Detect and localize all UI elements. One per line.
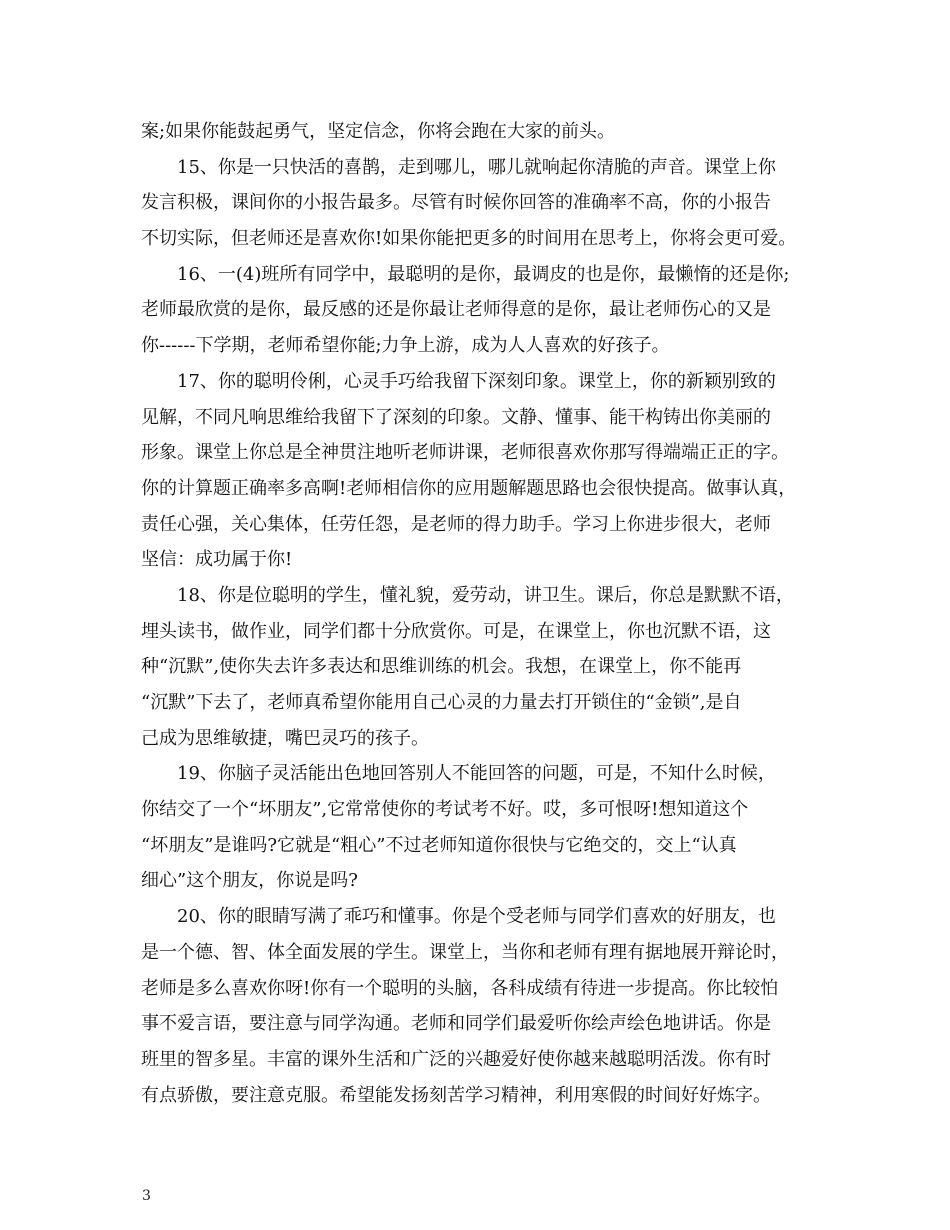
text-line: 你------下学期，老师希望你能;力争上游，成为人人喜欢的好孩子。: [141, 335, 670, 357]
text-line: 你结交了一个“坏朋友”,它常常使你的考试考不好。哎，多可恨呀!想知道这个: [141, 799, 749, 821]
text-line: 责任心强，关心集体，任劳任怨，是老师的得力助手。学习上你进步很大，老师: [141, 513, 771, 535]
text-line: 15、你是一只快活的喜鹊，走到哪儿，哪儿就响起你清脆的声音。课堂上你: [177, 156, 776, 178]
text-line: 细心”这个朋友，你说是吗?: [141, 870, 358, 892]
text-line: 18、你是位聪明的学生，懂礼貌，爱劳动，讲卫生。课后，你总是默默不语，: [177, 584, 794, 606]
text-line: 坚信：成功属于你!: [141, 549, 293, 571]
text-line: 老师最欣赏的是你，最反感的还是你最让老师得意的是你，最让老师伤心的又是: [141, 299, 771, 321]
text-line: 你的计算题正确率多高啊!老师相信你的应用题解题思路也会很快提高。做事认真，: [141, 477, 797, 499]
text-line: “沉默”下去了，老师真希望你能用自己心灵的力量去打开锁住的“金锁”,是自: [141, 692, 742, 713]
text-line: 班里的智多星。丰富的课外生活和广泛的兴趣爱好使你越来越聪明活泼。你有时: [141, 1048, 771, 1070]
text-line: 不切实际，但老师还是喜欢你!如果你能把更多的时间用在思考上，你将会更可爱。: [141, 228, 797, 250]
text-line: 有点骄傲，要注意克服。希望能发扬刻苦学习精神，利用寒假的时间好好炼字。: [141, 1084, 771, 1106]
page-number: 3: [142, 1188, 151, 1204]
text-line: 案;如果你能鼓起勇气，坚定信念，你将会跑在大家的前头。: [141, 121, 616, 142]
text-line: 己成为思维敏捷，嘴巴灵巧的孩子。: [141, 727, 429, 749]
text-line: 是一个德、智、体全面发展的学生。课堂上，当你和老师有理有据地展开辩论时，: [141, 941, 789, 963]
text-line: 埋头读书，做作业，同学们都十分欣赏你。可是，在课堂上，你也沉默不语，这: [141, 620, 771, 642]
text-line: 事不爱言语，要注意与同学沟通。老师和同学们最爱听你绘声绘色地讲话。你是: [141, 1013, 771, 1035]
text-line: 发言积极，课间你的小报告最多。尽管有时候你回答的准确率不高，你的小报告: [141, 192, 771, 214]
text-line: 老师是多么喜欢你呀!你有一个聪明的头脑，各科成绩有待进一步提高。你比较怕: [141, 977, 779, 999]
text-line: 20、你的眼睛写满了乖巧和懂事。你是个受老师与同学们喜欢的好朋友，也: [177, 906, 776, 928]
text-line: 种“沉默”,使你失去许多表达和思维训练的机会。我想，在课堂上，你不能再: [141, 656, 742, 678]
text-line: 17、你的聪明伶俐，心灵手巧给我留下深刻印象。课堂上，你的新颖别致的: [177, 370, 776, 392]
text-line: “坏朋友”是谁吗?它就是“粗心”不过老师知道你很快与它绝交的，交上“认真: [141, 834, 737, 856]
text-line: 形象。课堂上你总是全神贯注地听老师讲课，老师很喜欢你那写得端端正正的字。: [141, 442, 789, 464]
document-body: [141, 114, 831, 1113]
text-line: 见解，不同凡响思维给我留下了深刻的印象。文静、懂事、能干构铸出你美丽的: [141, 406, 771, 428]
text-line: 16、一(4)班所有同学中，最聪明的是你，最调皮的也是你，最懒惰的还是你;: [177, 263, 790, 285]
text-line: 19、你脑子灵活能出色地回答别人不能回答的问题，可是，不知什么时候，: [177, 763, 776, 785]
